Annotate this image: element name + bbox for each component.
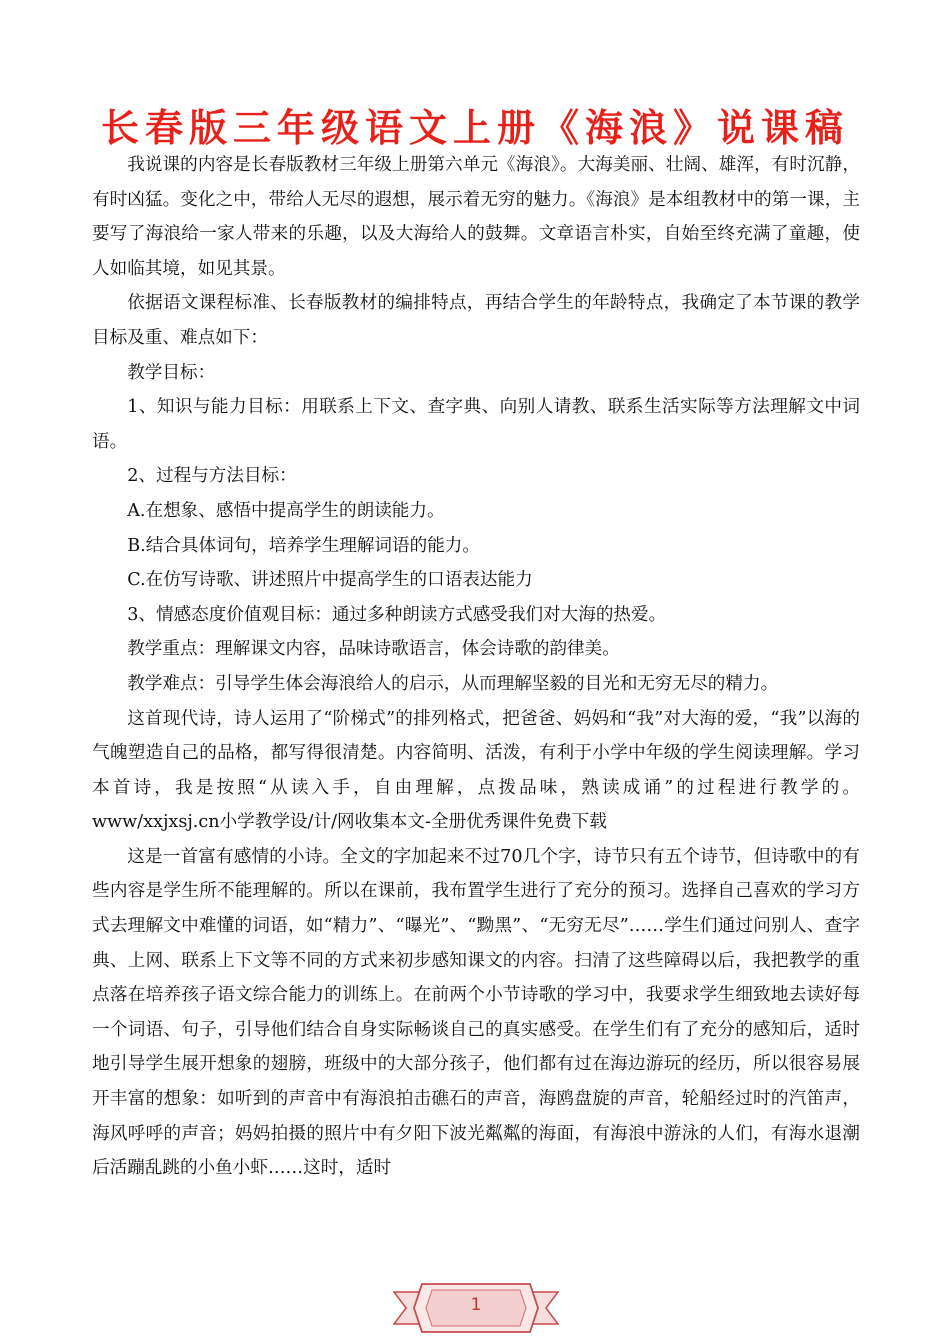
paragraph-basis: 依据语文课程标准、长春版教材的编排特点，再结合学生的年龄特点，我确定了本节课的教学目标及重、难点如下： [92, 293, 860, 348]
paragraph-teaching-process: 这是一首富有感情的小诗。全文的字加起来不过70几个字，诗节只有五个诗节，但诗歌中的有些内容是学生所不能理解的。所以在课前，我布置学生进行了充分的预习。选择自己喜欢的学习方式去理解文中难懂的词语，如“精力”、“曝光”、“黝黑”、“无穷无尽”……学生们通过问别人、查字典、上网、联系上下文等不同的方式来初步感知课文的内容。扫清了这些障碍以后，我把教学的重点落在培养孩子语文综合能力的训练上。在前两个小节诗歌的学习中，我要求学生细致地去读好每一个词语、句子，引导他们结合自身实际畅谈自己的真实感受。在学生们有了充分的感知后，适时地引导学生展开想象的翅膀，班级中的大部分孩子，他们都有过在海边游玩的经历，所以很容易展开丰富的想象：如听到的声音中有海浪拍击礁石的声音，海鸥盘旋的声音，轮船经过时的汽笛声，海风呼呼的声音；妈妈拍摄的照片中有夕阳下波光粼粼的海面，有海浪中游泳的人们，有海水退潮后活蹦乱跳的小鱼小虾……这时，适时 [92, 846, 860, 1179]
paragraph-key-point: 教学重点：理解课文内容，品味诗歌语言，体会诗歌的韵律美。 [127, 639, 620, 660]
page-number: 1 [470, 1295, 482, 1315]
paragraph-goal-3: 3、情感态度价值观目标：通过多种朗读方式感受我们对大海的热爱。 [127, 604, 667, 625]
paragraph-poem-analysis: 这首现代诗，诗人运用了“阶梯式”的排列格式，把爸爸、妈妈和“我”对大海的爱，“我”以海的气魄塑造自己的品格，都写得很清楚。内容简明、活泼，有利于小学中年级的学生阅读理解。学习本首诗，我是按照“从读入手，自由理解，点拨品味，熟读成诵”的过程进行教学的。www/xxjxsj.cn小学教学设/计/网收集本文-全册优秀课件免费下载 [92, 708, 860, 833]
paragraph-intro: 我说课的内容是长春版教材三年级上册第六单元《海浪》。大海美丽、壮阔、雄浑，有时沉静，有时凶猛。变化之中，带给人无尽的遐想，展示着无穷的魅力。《海浪》是本组教材中的第一课，主要写了海浪给一家人带来的乐趣，以及大海给人的鼓舞。文章语言朴实，自始至终充满了童趣，使人如临其境，如见其景。 [92, 155, 860, 279]
document-body [92, 148, 860, 1186]
paragraph-goal-2a: A.在想象、感悟中提高学生的朗读能力。 [127, 500, 445, 521]
paragraph-goal-2: 2、过程与方法目标： [127, 466, 297, 487]
paragraph-goals-heading: 教学目标： [127, 362, 216, 383]
paragraph-difficulty: 教学难点：引导学生体会海浪给人的启示，从而理解坚毅的目光和无穷无尽的精力。 [127, 673, 779, 694]
document-title: 长春版三年级语文上册《海浪》说课稿 [100, 106, 849, 150]
paragraph-goal-2c: C.在仿写诗歌、讲述照片中提高学生的口语表达能力 [127, 570, 533, 591]
paragraph-goal-1: 1、知识与能力目标：用联系上下文、查字典、向别人请教、联系生活实际等方法理解文中词语。 [92, 397, 860, 452]
paragraph-goal-2b: B.结合具体词句，培养学生理解词语的能力。 [127, 535, 480, 556]
